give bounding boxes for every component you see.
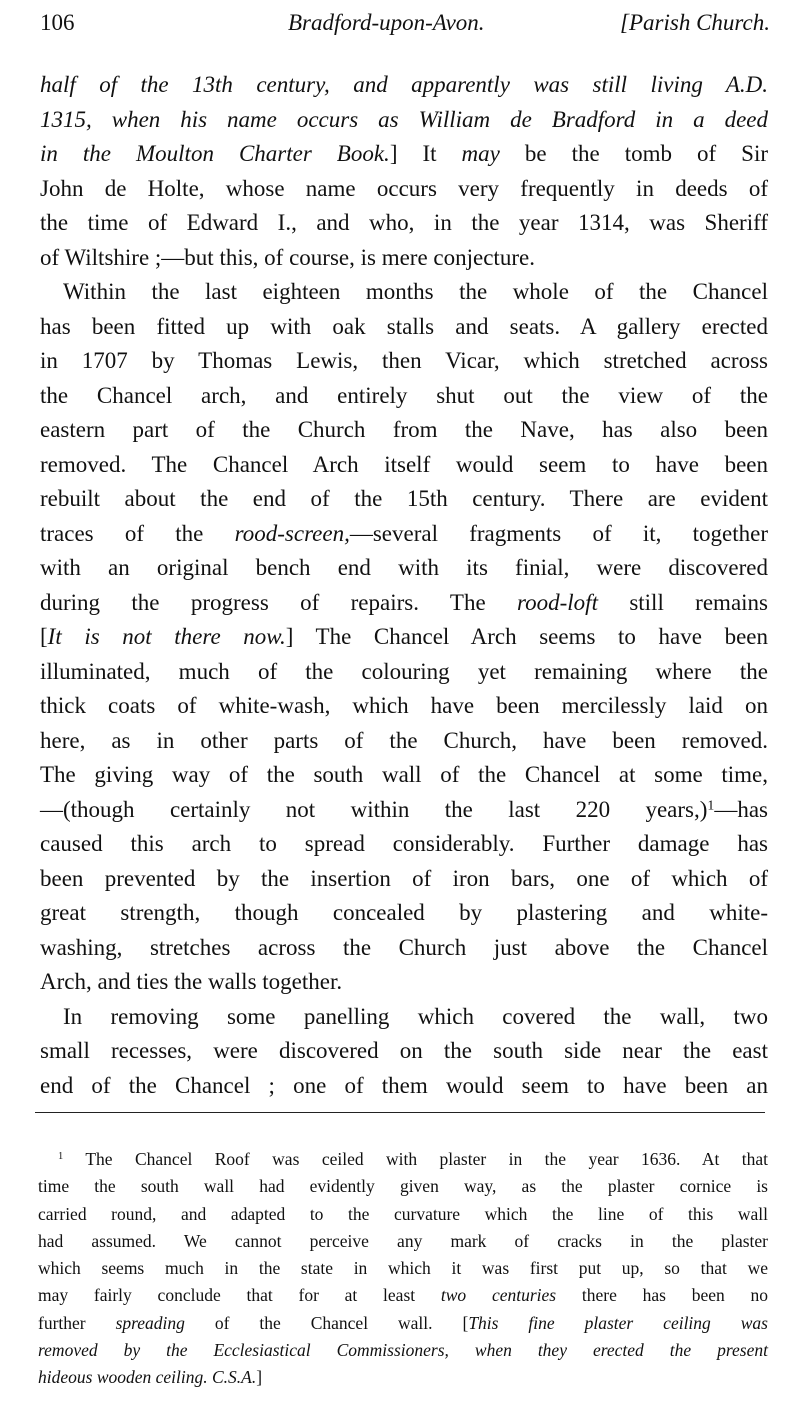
footnote-line [38,1146,768,1173]
text-line [40,827,768,862]
footnotes [38,1146,768,1392]
running-title: Bradford-upon-Avon. [288,10,485,35]
body-text [40,68,768,1103]
text-run: which seems much in the state in which it was first put up, so that we [38,1258,768,1279]
text-line [40,862,768,897]
text-run: In removing some panelling which covered the wall, two [63,1003,768,1029]
text-run: two centuries [440,1285,557,1306]
text-run: still remains [597,589,768,615]
text-line [40,793,768,828]
text-run: It is not there now. [47,624,286,649]
text-run: carried round, and adapted to the curvature which the line of this wall [38,1203,768,1224]
text-run: time the south wall had evidently given way, as the plaster cornice is [38,1176,768,1197]
text-line [40,517,768,552]
text-run: of the Chancel wall. [ [184,1312,469,1333]
text-run: small recesses, were discovered on the south side near the east [40,1038,768,1063]
text-run: Within the last eighteen months the whole of the Chancel [63,279,768,304]
text-run: with an original bench end with its finial, were discovered [40,555,768,580]
text-run: may fairly conclude that for at least [38,1285,441,1306]
text-run: has been fitted up with oak stalls and seats. A gallery erected [40,313,768,339]
text-line [40,206,768,241]
text-run: in 1707 by Thomas Lewis, then Vicar, which stretched across [40,348,768,373]
text-run: rood-loft [517,589,598,615]
section-title: [Parish Church. [620,10,770,35]
text-run: may [461,141,500,166]
text-run: washing, stretches across the Church just above the Chancel [40,934,768,960]
text-run: end of the Chancel ; one of them would seem to have been an [40,1072,768,1098]
text-run: be the tomb of Sir [499,141,768,166]
text-run: the time of Edward I., and who, in the year 1314, was Sheriff [40,210,768,235]
footnote-marker: 1 [58,1151,64,1163]
text-run: The giving way of the south wall of the Chancel at some time, [40,762,768,787]
text-line [40,931,768,966]
text-line [40,103,768,138]
text-run: the Chancel arch, and entirely shut out the view of the [40,382,768,408]
text-line [40,1034,768,1069]
text-line [40,413,768,448]
text-run: here, as in other parts of the Church, have been removed. [40,727,768,753]
text-line [40,689,768,724]
text-line [40,310,768,345]
text-run: hideous wooden ceiling. C.S.A. [38,1367,257,1388]
footnote-line [38,1310,768,1337]
text-run: ] [256,1367,263,1388]
text-run: The Chancel Roof was ceiled with plaster in the year 1636. At that [63,1149,768,1169]
footnote-line [38,1255,768,1282]
text-run: caused this arch to spread considerably. Further damage has [40,831,768,856]
text-line [40,724,768,759]
text-run: eastern part of the Church from the Nave, has also been [40,417,768,442]
text-run: further [38,1312,116,1333]
text-run: rood-screen, [234,520,350,546]
text-run: great strength, though concealed by plastering and white- [40,900,768,925]
running-header [40,10,770,42]
text-run: spreading [115,1312,185,1333]
text-run: during the progress of repairs. The [40,589,518,615]
text-run: there has been no [556,1285,768,1306]
text-run: rebuilt about the end of the 15th century. There are evident [40,486,768,511]
text-run: This fine plaster ceiling was [468,1312,768,1333]
footnote-line [38,1228,768,1255]
text-run: traces of the [40,520,235,546]
footnote-marker: 1 [707,796,715,812]
text-line [40,344,768,379]
text-run: removed by the Ecclesiastical Commissioners, when they erected the present [38,1340,768,1361]
text-run: of Wiltshire ;—but this, of course, is mere conjecture. [40,244,535,270]
footnote-line [38,1201,768,1228]
text-line [40,758,768,793]
footnote-divider [35,1112,765,1113]
text-line [40,896,768,931]
text-line [40,482,768,517]
text-run: 1315, when his name occurs as William de Bradford in a deed [40,106,768,132]
text-line [40,137,768,172]
text-line [40,448,768,483]
text-line [40,586,768,621]
footnote-line [38,1173,768,1200]
text-line [40,275,768,310]
footnote-line [38,1337,768,1364]
text-run: illuminated, much of the colouring yet remaining where the [40,658,768,684]
text-run: —has [714,796,768,822]
text-line [40,172,768,207]
text-line [40,655,768,690]
text-line [40,1000,768,1035]
text-run: ] It [389,141,462,166]
text-line [40,68,768,103]
text-run: —(though certainly not within the last 220 years,) [40,796,708,822]
text-run: Arch, and ties the walls together. [40,969,343,994]
text-run: ] The Chancel Arch seems to have been [285,624,768,649]
text-line [40,965,768,1000]
text-line [40,1069,768,1104]
text-run: in the Moulton Charter Book. [40,141,390,166]
text-run: half of the 13th century, and apparently was still living A.D. [40,72,768,97]
text-run: John de Holte, whose name occurs very frequently in deeds of [40,175,768,201]
text-line [40,551,768,586]
text-run: [ [40,624,48,649]
text-run: removed. The Chancel Arch itself would seem to have been [40,451,768,477]
text-line [40,379,768,414]
text-run: thick coats of white-wash, which have been mercilessly laid on [40,693,768,718]
text-run: —several fragments of it, together [349,520,768,546]
text-run: been prevented by the insertion of iron bars, one of which of [40,865,768,891]
footnote-line [38,1282,768,1309]
text-line [40,241,768,276]
footnote-line [38,1364,768,1391]
page-number: 106 [40,10,75,35]
text-line [40,620,768,655]
text-run: had assumed. We cannot perceive any mark of cracks in the plaster [38,1230,768,1251]
